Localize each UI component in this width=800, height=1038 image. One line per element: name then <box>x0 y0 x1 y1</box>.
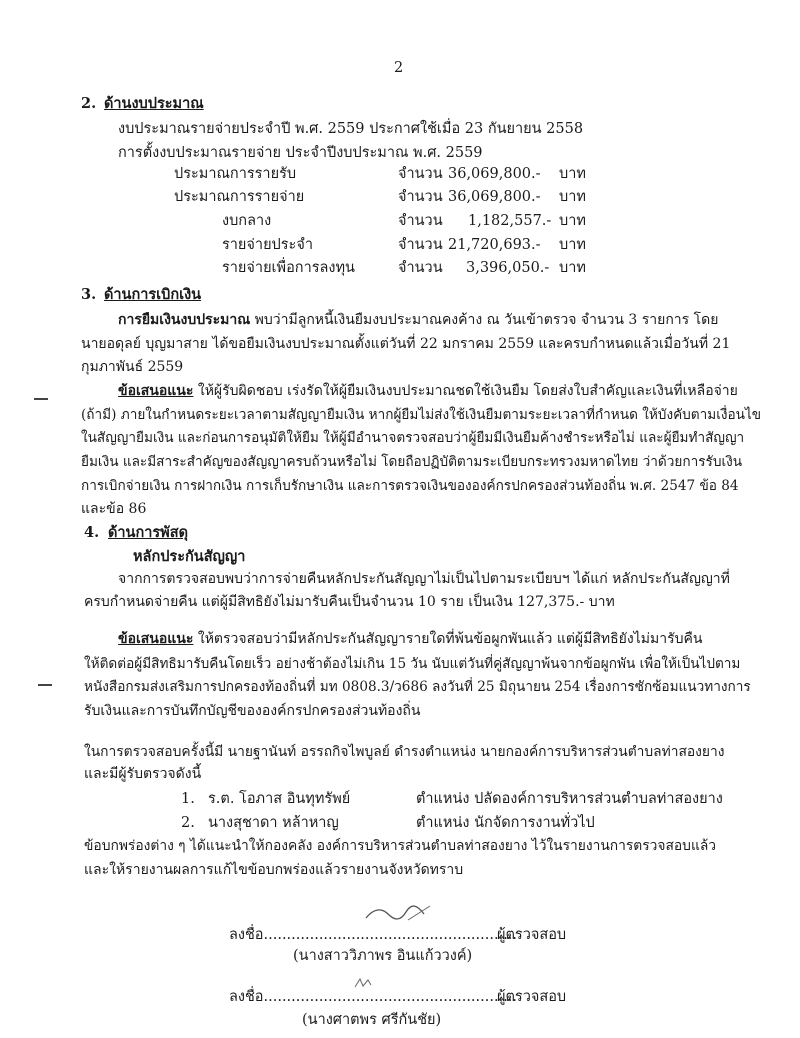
conclusion-line-1: ข้อบกพร่องต่าง ๆ ได้แนะนำให้กองคลัง องค์การบริหารส่วนตำบลท่าสองยาง ไว้ในรายงานการตรวจสอบแล้ว <box>84 838 717 854</box>
section-4-subtitle: หลักประกันสัญญา <box>133 548 246 565</box>
section-3-rec-line-6: และข้อ 86 <box>81 501 147 517</box>
budget-item-unit: บาท <box>559 213 586 229</box>
signature-scribble <box>360 900 440 926</box>
section-3-rec-line-3: ในสัญญายืมเงิน และก่อนการอนุมัติให้ยืม ให้ผู้มีอำนาจตรวจสอบว่าผู้ยืมมีเงินยืมค้างชำระหรือไม่ และผู้ยืมทำสัญญา <box>81 430 745 446</box>
auditee-position: ตำแหน่ง ปลัดองค์การบริหารส่วนตำบลท่าสองยาง <box>416 791 723 807</box>
borrowing-heading: การยืมเงินงบประมาณ <box>118 312 251 328</box>
section-4-para-line-2: ครบกำหนดจ่ายคืน แต่ผู้มีสิทธิยังไม่มารับคืนเป็นจำนวน 10 ราย เป็นเงิน 127,375.- บาท <box>84 594 615 610</box>
section-3-rec-line-4: ยืมเงิน และมีสาระสำคัญของสัญญาครบถ้วนหรือไม่ โดยถือปฏิบัติตามระเบียบกระทรวงมหาดไทย ว่าด้วยการรับเงิน <box>81 454 743 470</box>
recommendation-text: ให้ผู้รับผิดชอบ เร่งรัดให้ผู้ยืมเงินงบประมาณชดใช้เงินยืม โดยส่งใบสำคัญและเงินที่เหลือจ่าย <box>193 383 738 399</box>
auditee-name: ร.ต. โอภาส อินทุทรัพย์ <box>208 791 351 807</box>
signatory-name: (นางศาตพร ศรีกันชัย) <box>302 1012 442 1028</box>
section-4-rec-line-2: ให้ติดต่อผู้มีสิทธิมารับคืนโดยเร็ว อย่างช้าต้องไม่เกิน 15 วัน นับแต่วันที่คู่สัญญาพ้นจากข้อผูกพัน เพื่อให้เป็นไปตาม <box>84 656 741 672</box>
section-3-title: ด้านการเบิกเงิน <box>104 286 202 303</box>
budget-item-amount: 21,720,693.- <box>448 237 541 253</box>
budget-item-amount: 3,396,050.- <box>466 260 550 276</box>
signature-role: ผู้ตรวจสอบ <box>497 989 567 1005</box>
signature-line: ลงชื่อ....................................................... <box>229 989 518 1005</box>
budget-item-amount: 36,069,800.- <box>448 166 541 182</box>
section-3-para-1-line-3: กุมภาพันธ์ 2559 <box>81 359 184 375</box>
conclusion-line-2: และให้รายงานผลการแก้ไขข้อบกพร่องแล้วรายงานจังหวัดทราบ <box>84 862 464 878</box>
auditee-name: นางสุชาดา หล้าหาญ <box>208 815 339 831</box>
audit-line-2: และมีผู้รับตรวจดังนี้ <box>84 766 202 782</box>
budget-item-amount: 1,182,557.- <box>468 213 552 229</box>
budget-item-prefix: จำนวน <box>398 237 443 253</box>
budget-item-unit: บาท <box>559 166 586 182</box>
budget-item-prefix: จำนวน <box>398 189 443 205</box>
borrowing-text: พบว่ามีลูกหนี้เงินยืมงบประมาณคงค้าง ณ วันเข้าตรวจ จำนวน 3 รายการ โดย <box>250 312 719 328</box>
budget-item-label: ประมาณการรายรับ <box>174 166 297 182</box>
section-3-para-1-line-2: นายอดุลย์ บุญมาสาย ได้ขอยืมเงินงบประมาณตั้งแต่วันที่ 22 มกราคม 2559 และครบกำหนดแล้วเมื่อวันที่ 21 <box>81 336 731 352</box>
margin-mark <box>38 684 52 686</box>
budget-item-prefix: จำนวน <box>398 213 443 229</box>
signatory-name: (นางสาววิภาพร อินแก้ววงค์) <box>293 948 473 964</box>
margin-mark <box>34 398 48 400</box>
section-2-line-2: การตั้งงบประมาณรายจ่าย ประจำปีงบประมาณ พ.ศ. 2559 <box>118 145 483 161</box>
auditee-position: ตำแหน่ง นักจัดการงานทั่วไป <box>416 815 595 831</box>
budget-item-unit: บาท <box>559 237 586 253</box>
audit-line-1: ในการตรวจสอบครั้งนี้มี นายฐานันท์ อรรถกิจไพบูลย์ ดำรงตำแหน่ง นายกองค์การบริหารส่วนตำบลท่าสองยาง <box>84 744 725 760</box>
signature-role: ผู้ตรวจสอบ <box>497 927 567 943</box>
budget-item-label: รายจ่ายเพื่อการลงทุน <box>222 260 355 276</box>
budget-item-unit: บาท <box>559 260 586 276</box>
section-4-title: ด้านการพัสดุ <box>108 524 189 541</box>
section-4-number: 4. <box>84 524 100 541</box>
section-2-line-1: งบประมาณรายจ่ายประจำปี พ.ศ. 2559 ประกาศใช้เมื่อ 23 กันยายน 2558 <box>118 121 584 137</box>
recommendation-label: ข้อเสนอแนะ <box>118 383 194 399</box>
recommendation-text: ให้ตรวจสอบว่ามีหลักประกันสัญญารายใดที่พ้นข้อผูกพันแล้ว แต่ผู้มีสิทธิยังไม่มารับคืน <box>193 631 703 647</box>
section-3-rec-line-2: (ถ้ามี) ภายในกำหนดระยะเวลาตามสัญญายืมเงิน หากผู้ยืมไม่ส่งใช้เงินยืมตามระยะเวลาที่กำหนด ให้บังคับตามเงื่อนไข <box>81 407 762 423</box>
section-2-number: 2. <box>81 95 97 112</box>
section-3-para-1-line-1 <box>118 312 718 329</box>
budget-item-label: รายจ่ายประจำ <box>222 237 313 253</box>
budget-item-prefix: จำนวน <box>398 260 443 276</box>
section-4-para-line-1: จากการตรวจสอบพบว่าการจ่ายคืนหลักประกันสัญญาไม่เป็นไปตามระเบียบฯ ได้แก่ หลักประกันสัญญาที่ <box>118 571 730 587</box>
section-4-rec-line-1 <box>118 631 702 648</box>
auditee-number: 2. <box>181 815 195 831</box>
budget-item-label: งบกลาง <box>222 213 272 229</box>
section-3-rec-line-5: การเบิกจ่ายเงิน การฝากเงิน การเก็บรักษาเงิน และการตรวจเงินขององค์กรปกครองส่วนท้องถิ่น พ.ศ. 2547 ข้อ 84 <box>81 478 739 494</box>
section-3-number: 3. <box>81 286 97 303</box>
section-2-title: ด้านงบประมาณ <box>104 95 204 112</box>
section-3-rec-line-1 <box>118 383 738 400</box>
budget-item-label: ประมาณการรายจ่าย <box>174 189 305 205</box>
budget-item-amount: 36,069,800.- <box>448 189 541 205</box>
signature-line: ลงชื่อ....................................................... <box>229 927 518 943</box>
section-4-rec-line-4: รับเงินและการบันทึกบัญชีขององค์กรปกครองส่วนท้องถิ่น <box>84 703 421 719</box>
section-4-rec-line-3: หนังสือกรมส่งเสริมการปกครองท้องถิ่นที่ มท 0808.3/ว686 ลงวันที่ 25 มิถุนายน 254 เรื่องการซักซ้อมแนวทางการ <box>84 679 751 695</box>
page-number: 2 <box>394 60 404 76</box>
budget-item-prefix: จำนวน <box>398 166 443 182</box>
budget-item-unit: บาท <box>559 189 586 205</box>
auditee-number: 1. <box>181 791 195 807</box>
recommendation-label: ข้อเสนอแนะ <box>118 631 194 647</box>
